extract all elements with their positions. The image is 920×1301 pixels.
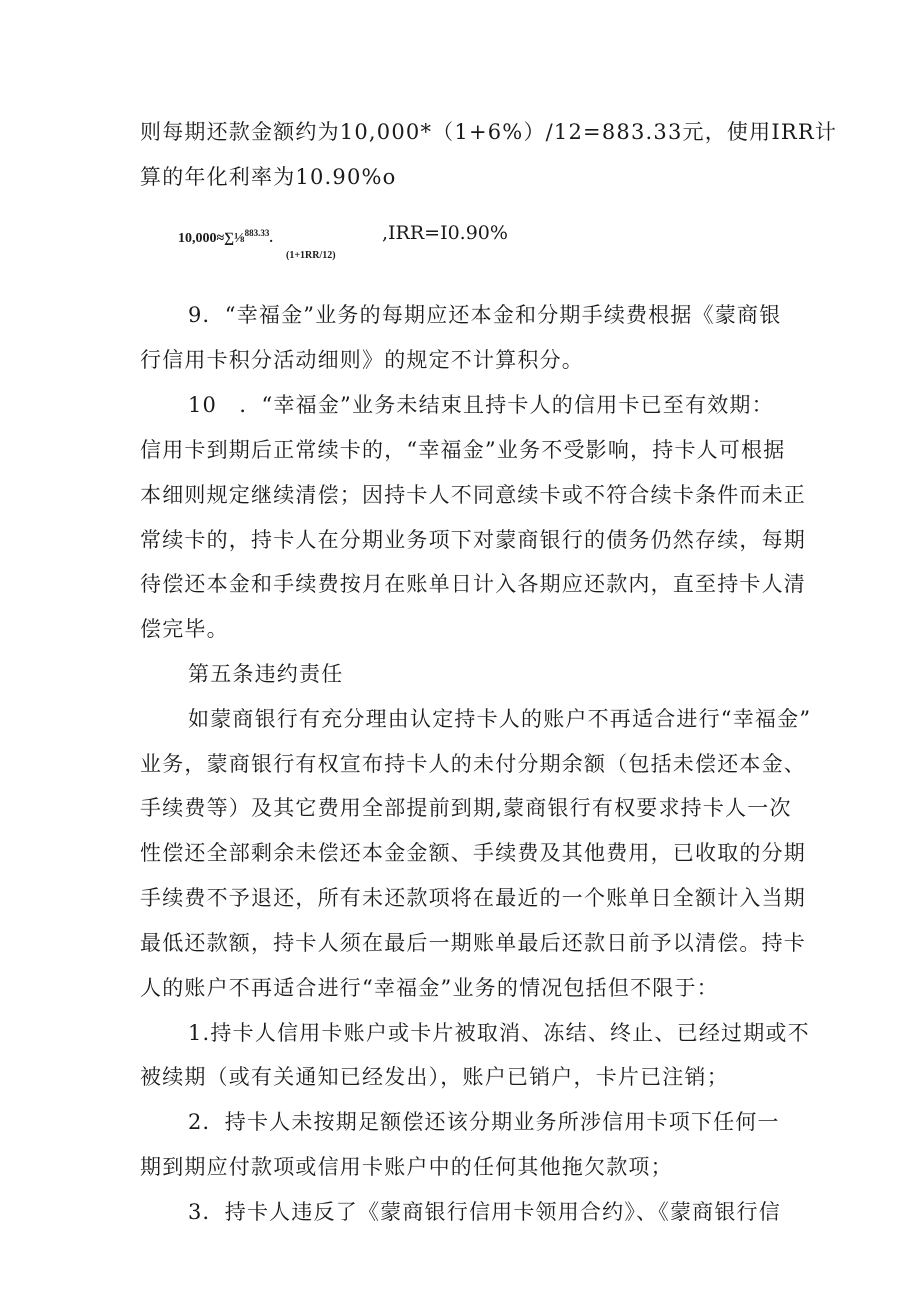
formula-rhs: ,IRR=I0.90% — [382, 222, 508, 244]
item-10-line: 10 ．“幸福金”业务未结束且持卡人的信用卡已至有效期： — [188, 393, 774, 417]
item-10-line: 本细则规定继续清偿；因持卡人不同意续卡或不符合续卡条件而未正 — [140, 483, 806, 507]
paragraph-line: 算的年化利率为10.90%o — [140, 165, 397, 189]
item-10-line: 待偿还本金和手续费按月在账单日计入各期应还款内，直至持卡人清 — [140, 572, 806, 596]
list-item-line: 被续期（或有关通知已经发出），账户已销户，卡片已注销； — [140, 1065, 729, 1089]
item-9-line: 9．“幸福金”业务的每期应还本金和分期手续费根据《蒙商银 — [188, 303, 782, 327]
section-body-line: 最低还款额，持卡人须在最后一期账单最后还款日前予以清偿。持卡 — [140, 931, 806, 955]
list-item-line: 2．持卡人未按期足额偿还该分期业务所涉信用卡项下任何一 — [188, 1110, 780, 1134]
section-body-line: 如蒙商银行有充分理由认定持卡人的账户不再适合进行“幸福金” — [188, 707, 812, 731]
item-9-line: 行信用卡积分活动细则》的规定不计算积分。 — [140, 348, 584, 372]
paragraph-line: 则每期还款金额约为10,000*（1+6%）/12=883.33元，使用IRR计 — [140, 120, 838, 144]
section-body-line: 手续费等）及其它费用全部提前到期,蒙商银行有权要求持卡人一次 — [140, 796, 792, 820]
list-item-line: 3．持卡人违反了《蒙商银行信用卡领用合约》、《蒙商银行信 — [188, 1200, 781, 1224]
item-10-line: 偿完毕。 — [140, 617, 229, 641]
item-10-line: 常续卡的，持卡人在分期业务项下对蒙商银行的债务仍然存续，每期 — [140, 528, 806, 552]
formula-lhs: 10,000≈∑⅛$^{883.33}$. — [178, 228, 273, 246]
section-body-line: 手续费不予退还，所有未还款项将在最近的一个账单日全额计入当期 — [140, 886, 806, 910]
list-item-line: 1.持卡人信用卡账户或卡片被取消、冻结、终止、已经过期或不 — [188, 1021, 810, 1045]
section-title: 第五条违约责任 — [188, 662, 344, 686]
section-body-line: 业务，蒙商银行有权宣布持卡人的未付分期余额（包括未偿还本金、 — [140, 752, 806, 776]
list-item-line: 期到期应付款项或信用卡账户中的任何其他拖欠款项； — [140, 1155, 673, 1179]
item-10-line: 信用卡到期后正常续卡的，“幸福金”业务不受影响，持卡人可根据 — [140, 438, 786, 462]
section-body-line: 性偿还全部剩余未偿还本金金额、手续费及其他费用，已收取的分期 — [140, 841, 806, 865]
section-body-line: 人的账户不再适合进行“幸福金”业务的情况包括但不限于： — [140, 976, 719, 1000]
formula-denominator: (1+1RR/12) — [286, 250, 336, 261]
